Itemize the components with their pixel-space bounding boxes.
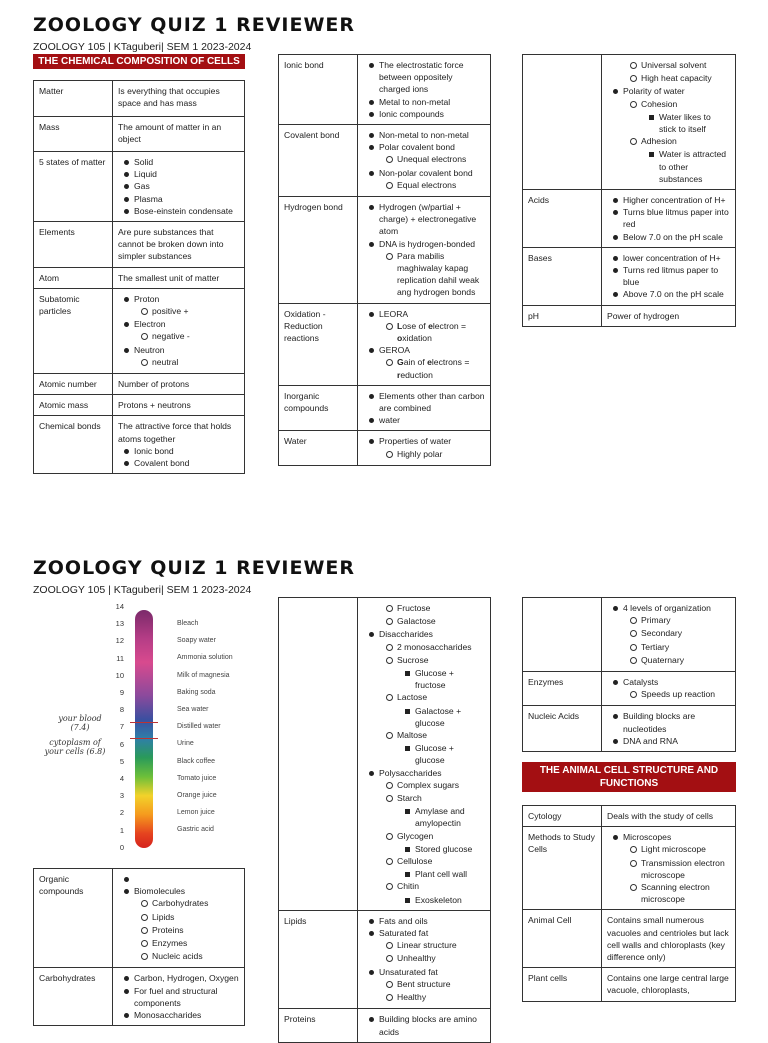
term-cell: Hydrogen bond xyxy=(279,197,358,304)
list-item: Cellulose xyxy=(397,856,433,867)
term-cell: Atomic mass xyxy=(34,395,113,416)
list-item: Carbohydrates xyxy=(152,898,209,909)
list-item: positive + xyxy=(152,306,189,317)
list-item: Non-polar covalent bond xyxy=(379,167,473,178)
list-item: Scanning electron microscope xyxy=(641,882,710,905)
list-item: Disaccharides xyxy=(379,629,433,640)
list-item: Gain of electrons = reduction xyxy=(397,357,470,380)
ph-substance-label: Black coffee xyxy=(177,757,216,765)
ph-number: 2 xyxy=(119,808,124,818)
definition-cell xyxy=(358,197,491,304)
definition-cell xyxy=(113,968,245,1026)
list-item: Glycogen xyxy=(397,830,434,841)
table-row xyxy=(34,395,245,416)
list-item: Gas xyxy=(134,181,150,192)
ph-substance-label: Soapy water xyxy=(177,637,216,645)
definition-cell xyxy=(358,385,491,431)
table-row xyxy=(279,385,491,431)
term-cell: Nucleic Acids xyxy=(523,706,602,752)
list-item: neutral xyxy=(152,356,179,367)
definition-cell xyxy=(358,1009,491,1042)
list-item: Electron xyxy=(134,319,166,330)
ph-substance-label: Urine xyxy=(177,740,194,748)
list-item: lower concentration of H+ xyxy=(623,252,721,263)
ph-tick-cytoplasm xyxy=(130,738,158,739)
list-item: Ionic bond xyxy=(134,445,174,456)
table-row xyxy=(523,827,736,910)
list-item: Hydrogen (w/partial + charge) + electronegative atom xyxy=(379,202,477,237)
ph-substance-label: Orange juice xyxy=(177,792,217,799)
table-row xyxy=(279,303,491,385)
list-item: Biomolecules xyxy=(134,886,186,897)
term-cell xyxy=(523,55,602,190)
list-item: Lipids xyxy=(152,911,175,922)
list-item: Unsaturated fat xyxy=(379,966,438,977)
definition-cell: Contains small numerous vacuoles and centrioles but lack cell walls and chloroplasts (key difference only) xyxy=(602,910,736,968)
table-row xyxy=(523,190,736,248)
list-item: Amylase and amylopectin xyxy=(415,806,465,829)
ph-number: 0 xyxy=(119,842,124,852)
list-item: Catalysts xyxy=(623,677,659,688)
list-item: Polar covalent bond xyxy=(379,142,455,153)
list-item: Healthy xyxy=(397,992,427,1003)
term-cell: Lipids xyxy=(279,910,358,1008)
term-cell: Chemical bonds xyxy=(34,416,113,474)
definition-cell xyxy=(358,55,491,125)
list-item: GEROA xyxy=(379,345,411,356)
definition-cell: The smallest unit of matter xyxy=(113,267,245,288)
list-item: Polarity of water xyxy=(623,86,685,97)
table-row xyxy=(279,197,491,304)
table-organic-compounds xyxy=(33,868,245,1026)
ph-number: 13 xyxy=(115,619,124,629)
definition-cell xyxy=(358,910,491,1008)
table-row xyxy=(523,910,736,968)
definition-text: The attractive force that holds atoms together xyxy=(118,421,232,444)
ph-number: 3 xyxy=(119,791,124,801)
list-item: Bose-einstein condensate xyxy=(134,205,233,216)
definition-cell xyxy=(602,247,736,305)
list-item: Properties of water xyxy=(379,436,452,447)
table-row xyxy=(34,968,245,1026)
term-cell: Cytology xyxy=(523,806,602,827)
list-item: 4 levels of organization xyxy=(623,603,711,613)
definition-cell: Contains one large central large vacuole, chloroplasts, xyxy=(602,968,736,1001)
ph-substance-label: Baking soda xyxy=(177,688,216,696)
list-item: Fructose xyxy=(397,603,431,613)
definition-cell xyxy=(358,598,491,911)
definition-cell: Protons + neutrons xyxy=(113,395,245,416)
ph-substance-label: Lemon juice xyxy=(177,809,215,817)
definition-cell xyxy=(602,827,736,910)
list-item: Building blocks are amino acids xyxy=(379,1014,477,1037)
definition-cell xyxy=(602,55,736,190)
list-item: DNA is hydrogen-bonded xyxy=(379,238,476,249)
term-cell: Water xyxy=(279,431,358,465)
definition-cell xyxy=(602,672,736,706)
section-banner-chemical: THE CHEMICAL COMPOSITION OF CELLS xyxy=(33,54,245,69)
list-item: Neutron xyxy=(134,344,165,355)
definition-cell: Number of protons xyxy=(113,374,245,395)
term-cell: Elements xyxy=(34,222,113,268)
list-item: negative - xyxy=(152,331,190,342)
ph-number: 4 xyxy=(119,774,124,783)
term-cell: Subatomic particles xyxy=(34,288,113,373)
term-cell: Bases xyxy=(523,247,602,305)
list-item: Turns blue litmus paper into red xyxy=(623,207,729,230)
ph-tick-blood xyxy=(130,722,158,723)
page-title-2: ZOOLOGY QUIZ 1 REVIEWER xyxy=(33,557,356,579)
table-row xyxy=(523,968,736,1001)
definition-cell xyxy=(113,869,245,968)
table-row xyxy=(523,598,736,672)
term-cell xyxy=(279,598,358,911)
list-item: Galactose + glucose xyxy=(415,705,462,728)
table-carbs-lipids-proteins xyxy=(278,597,491,1043)
list-item: Solid xyxy=(134,157,154,167)
table-row xyxy=(279,125,491,197)
term-cell: 5 states of matter xyxy=(34,152,113,222)
ph-substance-label: Gastric acid xyxy=(177,826,214,834)
list-item: Nucleic acids xyxy=(152,951,203,962)
list-item: Carbon, Hydrogen, Oxygen xyxy=(134,973,239,984)
term-cell: Atom xyxy=(34,267,113,288)
list-item: Linear structure xyxy=(397,940,457,951)
list-item: Sucrose xyxy=(397,654,429,665)
list-item: Stored glucose xyxy=(415,843,473,854)
list-item: The electrostatic force between oppositely charged ions xyxy=(379,60,464,95)
table-row xyxy=(34,374,245,395)
table-row xyxy=(523,806,736,827)
table-row xyxy=(34,222,245,268)
ph-scale-bar xyxy=(135,610,153,848)
term-cell: Organic compounds xyxy=(34,869,113,968)
definition-cell xyxy=(602,598,736,672)
list-item: Water likes to stick to itself xyxy=(659,111,711,135)
table-chemical-composition xyxy=(33,80,245,474)
list-item: Lose of electron = oxidation xyxy=(397,320,467,344)
list-item: Liquid xyxy=(134,169,157,180)
ph-number: 9 xyxy=(119,688,124,697)
list-item: Elements other than carbon are combined xyxy=(379,390,485,414)
term-cell: Carbohydrates xyxy=(34,968,113,1026)
ph-number: 1 xyxy=(119,825,124,835)
list-item: LEORA xyxy=(379,308,409,319)
definition-cell xyxy=(358,303,491,385)
list-item: Complex sugars xyxy=(397,779,460,790)
table-row xyxy=(34,117,245,152)
table-row xyxy=(523,706,736,752)
definition-cell xyxy=(113,416,245,474)
table-row xyxy=(523,55,736,190)
list-item: Tertiary xyxy=(641,641,670,652)
term-cell xyxy=(523,598,602,672)
table-row xyxy=(523,305,736,326)
list-item: Below 7.0 on the pH scale xyxy=(623,231,723,242)
term-cell: Mass xyxy=(34,117,113,152)
definition-cell: Deals with the study of cells xyxy=(602,806,736,827)
ph-substance-label: Distilled water xyxy=(177,723,221,731)
ph-substance-label: Bleach xyxy=(177,620,199,627)
list-item: High heat capacity xyxy=(641,73,712,84)
table-row xyxy=(34,288,245,373)
table-row xyxy=(34,869,245,968)
list-item: Covalent bond xyxy=(134,458,190,469)
list-item: Maltose xyxy=(397,730,428,741)
term-cell: Matter xyxy=(34,81,113,117)
list-item: Chitin xyxy=(397,881,419,892)
ph-number: 11 xyxy=(116,653,124,663)
list-item: Turns red litmus paper to blue xyxy=(623,265,719,288)
term-cell: Plant cells xyxy=(523,968,602,1001)
list-item: Highly polar xyxy=(397,448,443,459)
list-item: Unequal electrons xyxy=(397,154,467,165)
list-item: Speeds up reaction xyxy=(641,689,716,700)
list-item: Plasma xyxy=(134,193,163,204)
definition-cell xyxy=(358,125,491,197)
list-item: Unhealthy xyxy=(397,953,436,964)
table-row xyxy=(279,1009,491,1042)
list-item: Equal electrons xyxy=(397,179,457,190)
list-item: Higher concentration of H+ xyxy=(623,195,726,206)
term-cell: Methods to Study Cells xyxy=(523,827,602,910)
list-item: Light microscope xyxy=(641,844,706,855)
list-item: Monosaccharides xyxy=(134,1010,202,1021)
list-item: Para mabilis maghiwalay kapag replication dahil weak ang hydrogen bonds xyxy=(397,250,480,298)
banner-line: FUNCTIONS xyxy=(599,778,659,789)
table-bonds xyxy=(278,54,491,466)
term-cell: Atomic number xyxy=(34,374,113,395)
table-row xyxy=(34,416,245,474)
definition-cell xyxy=(602,190,736,248)
ph-number: 8 xyxy=(119,705,124,715)
list-item: Water is attracted to other substances xyxy=(659,149,727,184)
term-cell: Oxidation - Reduction reactions xyxy=(279,303,358,385)
list-item: Starch xyxy=(397,793,422,804)
table-row xyxy=(279,55,491,125)
list-item: Glucose + fructose xyxy=(415,668,454,691)
list-item: Polysaccharides xyxy=(379,767,442,778)
list-item: Building blocks are nucleotides xyxy=(623,711,696,734)
list-item: Transmission electron microscope xyxy=(641,857,725,880)
list-item: Bent structure xyxy=(397,978,451,989)
page-title: ZOOLOGY QUIZ 1 REVIEWER xyxy=(33,14,356,36)
definition-cell: The amount of matter in an object xyxy=(113,117,245,152)
term-cell: Inorganic compounds xyxy=(279,385,358,431)
ph-substance-label: Ammonia solution xyxy=(177,654,233,662)
table-proteins-enzymes xyxy=(522,597,736,752)
list-item: Primary xyxy=(641,615,671,626)
list-item: Metal to non-metal xyxy=(379,96,451,107)
list-item: water xyxy=(379,415,401,426)
page-subtitle: ZOOLOGY 105 | KTaguberi| SEM 1 2023-2024 xyxy=(33,41,252,53)
definition-cell xyxy=(358,431,491,465)
ph-substance-label: Tomato juice xyxy=(177,774,217,782)
definition-cell: Power of hydrogen xyxy=(602,305,736,326)
definition-cell xyxy=(113,152,245,222)
term-cell: pH xyxy=(523,305,602,326)
ph-number: 10 xyxy=(115,670,124,680)
cytoplasm-annotation: cytoplasm of your cells (6.8) xyxy=(44,738,106,756)
list-item: Exoskeleton xyxy=(415,894,462,905)
list-item: Proton xyxy=(134,293,160,304)
list-item: Secondary xyxy=(641,628,683,639)
ph-number: 6 xyxy=(119,739,124,749)
definition-cell: Are pure substances that cannot be broken down into simpler substances xyxy=(113,222,245,268)
list-item: Microscopes xyxy=(623,832,672,843)
table-row xyxy=(279,431,491,465)
ph-substance-label: Sea water xyxy=(177,706,209,713)
table-water-acids-bases xyxy=(522,54,736,327)
table-row xyxy=(279,910,491,1008)
ph-number: 7 xyxy=(119,722,124,732)
term-cell: Animal Cell xyxy=(523,910,602,968)
list-item: DNA and RNA xyxy=(623,735,678,746)
list-item: 2 monosaccharides xyxy=(397,641,472,652)
term-cell: Enzymes xyxy=(523,672,602,706)
list-item: Fats and oils xyxy=(379,915,428,926)
table-row xyxy=(523,672,736,706)
list-item: Non-metal to non-metal xyxy=(379,130,469,141)
term-cell: Proteins xyxy=(279,1009,358,1042)
page-subtitle-2: ZOOLOGY 105 | KTaguberi| SEM 1 2023-2024 xyxy=(33,584,252,596)
list-item: Proteins xyxy=(152,924,184,935)
ph-substance-label: Milk of magnesia xyxy=(177,671,230,679)
list-item: Ionic compounds xyxy=(379,108,444,119)
definition-cell xyxy=(602,706,736,752)
table-row xyxy=(34,267,245,288)
ph-number: 5 xyxy=(119,756,124,766)
list-item: Lactose xyxy=(397,692,428,703)
list-item: Glucose + glucose xyxy=(415,743,454,766)
ph-number: 12 xyxy=(115,636,124,646)
list-item: Adhesion xyxy=(641,136,677,147)
ph-number: 14 xyxy=(115,602,124,611)
banner-line: THE ANIMAL CELL STRUCTURE AND xyxy=(539,765,719,776)
list-item: Galactose xyxy=(397,616,436,627)
list-item: Universal solvent xyxy=(641,60,707,70)
table-row xyxy=(279,598,491,911)
list-item: Above 7.0 on the pH scale xyxy=(623,289,724,300)
list-item: Plant cell wall xyxy=(415,869,468,880)
term-cell: Ionic bond xyxy=(279,55,358,125)
list-item: Quaternary xyxy=(641,654,684,665)
list-item: Saturated fat xyxy=(379,928,429,939)
section-banner-animal-cell xyxy=(522,762,736,792)
term-cell: Acids xyxy=(523,190,602,248)
list-item: Cohesion xyxy=(641,98,678,109)
table-row xyxy=(523,247,736,305)
table-animal-cell xyxy=(522,805,736,1002)
list-item: For fuel and structural components xyxy=(134,985,218,1008)
table-row xyxy=(34,152,245,222)
definition-cell xyxy=(113,288,245,373)
blood-annotation: your blood (7.4) xyxy=(58,714,102,732)
list-item: Enzymes xyxy=(152,938,188,949)
definition-cell: Is everything that occupies space and has mass xyxy=(113,81,245,117)
table-row xyxy=(34,81,245,117)
term-cell: Covalent bond xyxy=(279,125,358,197)
